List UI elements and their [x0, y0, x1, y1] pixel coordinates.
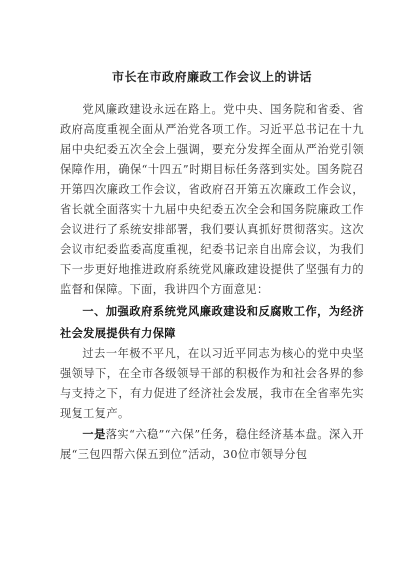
document-title: 市长在市政府廉政工作会议上的讲话 [111, 70, 312, 84]
review-paragraph: 过去一年极不平凡，在以习近平同志为核心的党中央坚强领导下，在全市各级领导干部的积极作为和社会各界的参与支持之下，有力促进了经济社会发展，我市在全省率先实现复工复产。 [60, 347, 364, 420]
intro-paragraph: 党风廉政建设永远在路上。党中央、国务院和省委、省政府高度重视全面从严治党各项工作。习近平总书记在十九届中央纪委五次全会上强调，要充分发挥全面从严治党引领保障作用，确保“十四五”时期目标任务落到实处。国务院召开第四次廉政工作会议，省政府召开第五次廉政工作会议，省长就全面落实十九届中央纪委五次全会和国务院廉政工作会议进行了系统安排部署，我们要认真抓好贯彻落实。这次会议市纪委监委高度重视，纪委书记亲自出席会议，为我们下一步更好地推进政府系统党风廉政建设提供了坚强有力的监督和保障。下面，我讲四个方面意见： [60, 103, 364, 296]
item-lead: 一是 [82, 427, 106, 441]
section-heading-1: 一、加强政府系统党风廉政建设和反腐败工作，为经济社会发展提供有力保障 [60, 304, 364, 340]
item-paragraph-1 [60, 424, 364, 465]
item-text: 落实“六稳”“六保”任务，稳住经济基本盘。深入开展“三包四帮六保五到位”活动，30位市领导分包 [60, 428, 364, 461]
